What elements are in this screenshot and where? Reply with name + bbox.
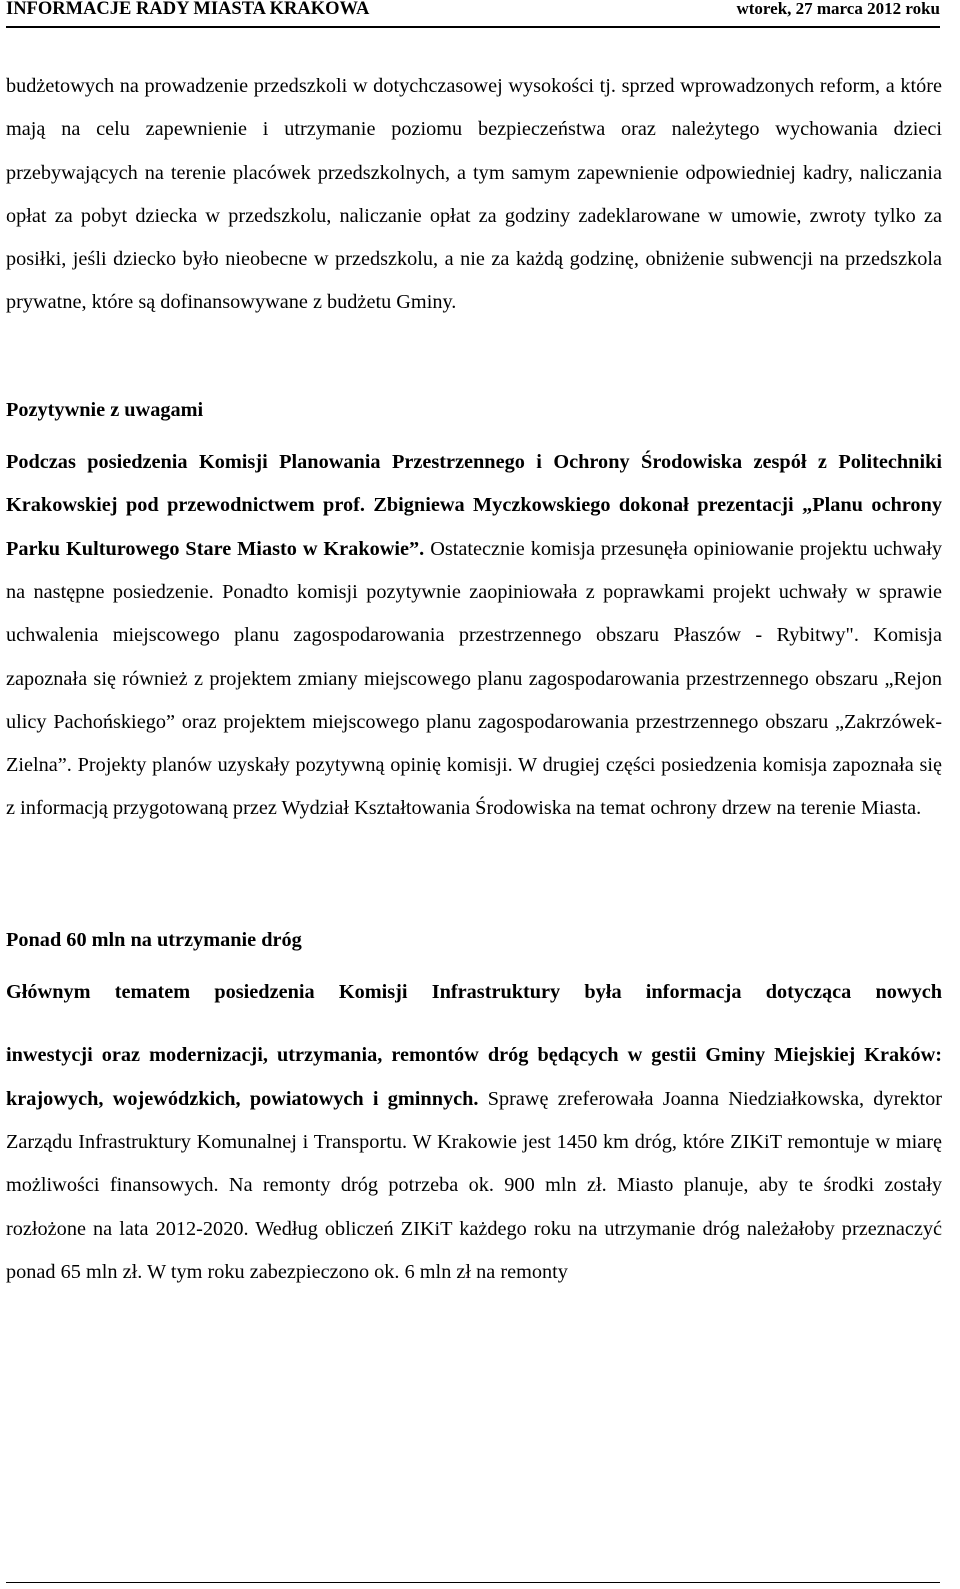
planning-commission-lead: Podczas posiedzenia Komisji Planowania Przestrzennego i Ochrony Środowiska zespół z Politechniki Krakowskiej pod przewodnictwem prof. Zbigniewa Myczkowskiego dokonał prezentacji „Planu ochrony Parku Kulturowego Stare Miasto w Krakowie”. xyxy=(6,451,942,560)
infrastructure-lead-text: Głównym tematem posiedzenia Komisji Infrastruktury była informacja dotycząca nowych xyxy=(6,981,942,1004)
infrastructure-paragraph xyxy=(6,1034,942,1294)
budget-paragraph: budżetowych na prowadzenie przedszkoli w dotychczasowej wysokości tj. sprzed wprowadzonych reform, a które mają na celu zapewnienie i utrzymanie poziomu bezpieczeństwa oraz należytego wychowania dzieci przebywających na terenie placówek przedszkolnych, a tym samym zapewnienie odpowiedniej kadry, naliczania opłat za pobyt dziecka w przedszkolu, naliczanie opłat za godziny zadeklarowane w umowie, zwroty tylko za posiłki, jeśli dziecko było nieobecne w przedszkolu, a nie za każdą godzinę, obniżenie subwencji na przedszkola prywatne, które są dofinansowywane z budżetu Gminy. xyxy=(6,75,942,314)
spacer xyxy=(6,962,942,971)
spacer xyxy=(6,1014,942,1034)
spacer xyxy=(6,831,942,919)
planning-commission-body: Ostatecznie komisja przesunęła opiniowanie projektu uchwały na następne posiedzenie. Ponadto komisji pozytywnie zaopiniowała z poprawkami projekt uchwały w sprawie uchwalenia miejscowego planu zagospodarowania przestrzennego obszaru Płaszów - Rybitwy". Komisja zapoznała się również z projektem zmiany miejscowego planu zagospodarowania przestrzennego obszaru „Rejon ulicy Pachońskiego” oraz projektem miejscowego planu zagospodarowania przestrzennego obszaru „Zakrzówek-Zielna”. Projekty planów uzyskały pozytywną opinię komisji. W drugiej części posiedzenia komisja zapoznała się z informacją przygotowaną przez Wydział Kształtowania Środowiska na temat ochrony drzew na terenie Miasta. xyxy=(6,537,942,820)
article-body xyxy=(6,65,942,1294)
infrastructure-lead-line xyxy=(6,971,942,1014)
section-heading-roads: Ponad 60 mln na utrzymanie dróg xyxy=(6,928,302,951)
planning-commission-paragraph xyxy=(6,441,942,831)
infrastructure-lead-bold: inwestycji oraz modernizacji, utrzymania, remontów dróg będących w gestii Gminy Miejskiej Kraków: krajowych, wojewódzkich, powiatowych i gminnych. xyxy=(6,1044,942,1110)
publication-title: INFORMACJE RADY MIASTA KRAKOWA xyxy=(6,0,370,19)
spacer xyxy=(6,432,942,441)
section-heading-positive: Pozytywnie z uwagami xyxy=(6,398,204,421)
footer-rule xyxy=(6,1582,940,1583)
spacer xyxy=(6,325,942,389)
page-header xyxy=(6,0,940,28)
issue-date: wtorek, 27 marca 2012 roku xyxy=(736,0,940,18)
infrastructure-body: Sprawę zreferowała Joanna Niedziałkowska, dyrektor Zarządu Infrastruktury Komunalnej i Transportu. W Krakowie jest 1450 km dróg, które ZIKiT remontuje w miarę możliwości finansowych. Na remonty dróg potrzeba ok. 900 mln zł. Miasto planuje, aby te środki zostały rozłożone na lata 2012-2020. Według obliczeń ZIKiT każdego roku na utrzymanie dróg należałoby przeznaczyć ponad 65 mln zł. W tym roku zabezpieczono ok. 6 mln zł na remonty xyxy=(6,1087,942,1283)
